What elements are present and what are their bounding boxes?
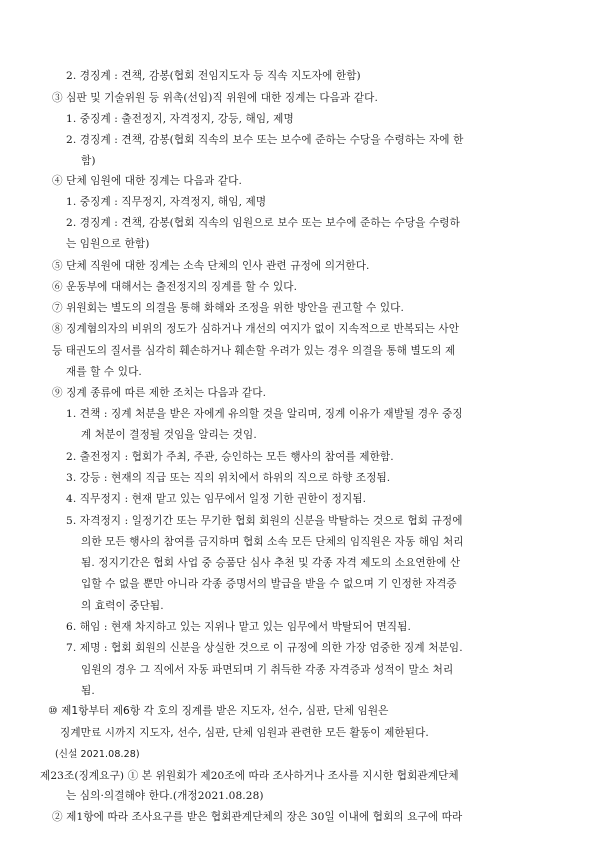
text-line: 6. 해임 : 현재 차지하고 있는 지위나 맡고 있는 임무에서 박탈되어 면직됨. (66, 621, 411, 633)
text-line: 의 효력이 중단됨. (81, 600, 164, 612)
text-line: 등 태권도의 질서를 심각히 훼손하거나 훼손할 우려가 있는 경우 의결을 통해 별도의 제 (52, 345, 456, 357)
text-line: ⑨ 징계 종류에 따른 제한 조치는 다음과 같다. (52, 387, 267, 399)
text-line: 입할 수 없을 뿐만 아니라 각종 증명서의 발급을 받을 수 없으며 기 인정한 자격증 (81, 578, 457, 590)
article-title-line: 제23조(징계요구) ① 본 위원회가 제20조에 따라 조사하거나 조사를 지시한 협회관계단체 (40, 770, 459, 782)
text-line: 7. 제명 : 협회 회원의 신분을 상실한 것으로 이 규정에 의한 가장 엄중한 징계 처분임. (66, 642, 463, 654)
text-line: 함) (81, 155, 96, 167)
text-line: 1. 중징계 : 직무정지, 자격정지, 해임, 제명 (66, 196, 267, 208)
text-line: ② 제1항에 따라 조사요구를 받은 협회관계단체의 장은 30일 이내에 협회의 요구에 따라 (52, 811, 463, 823)
text-line: ⑥ 운동부에 대해서는 출전정지의 징계를 할 수 있다. (52, 281, 298, 293)
text-line: ⑤ 단체 직원에 대한 징계는 소속 단체의 인사 관련 규정에 의거한다. (52, 260, 370, 272)
text-line: 1. 중징계 : 출전정지, 자격정지, 강등, 해임, 제명 (66, 113, 294, 125)
text-line: 의한 모든 행사의 참여를 금지하며 협회 소속 모든 단체의 임직원은 자동 해임 처리 (81, 536, 464, 548)
text-line: 4. 직무정지 : 현재 맡고 있는 임무에서 일정 기한 권한이 정지됨. (66, 493, 367, 505)
text-line: 2. 경징계 : 견책, 감봉(협회 직속의 보수 또는 보수에 준하는 수당을 수령하는 자에 한 (66, 134, 464, 146)
text-line: 3. 강등 : 현재의 직급 또는 직의 위치에서 하위의 직으로 하향 조정됨. (66, 472, 391, 484)
text-line: 임원의 경우 그 직에서 자동 파면되며 기 취득한 각종 자격증과 성적이 말소 처리 (81, 664, 454, 676)
text-line: ④ 단체 임원에 대한 징계는 다음과 같다. (52, 175, 242, 187)
text-line: 됨. 정지기간은 협회 사업 중 승품단 심사 추천 및 각종 자격 제도의 소요연한에 산 (81, 557, 461, 569)
text-line: 는 심의·의결해야 한다.(개정2021.08.28) (66, 790, 264, 802)
text-line: 1. 견책 : 징계 처분을 받은 자에게 유의할 것을 알리며, 징계 이유가 재발될 경우 중징 (66, 408, 463, 420)
text-line: ⑩ 제1항부터 제6항 각 호의 징계를 받은 지도자, 선수, 심판, 단체 임원은 (48, 705, 389, 717)
text-line: 재를 할 수 있다. (66, 366, 142, 378)
text-line: 됨. (81, 685, 95, 697)
text-line: 2. 출전정지 : 협회가 주최, 주관, 승인하는 모든 행사의 참여를 제한함. (66, 451, 394, 463)
text-line: ⑦ 위원회는 별도의 의결을 통해 화해와 조정을 위한 방안을 권고할 수 있다. (52, 302, 404, 314)
text-line: 2. 경징계 : 견책, 감봉(협회 직속의 임원으로 보수 또는 보수에 준하는 수당을 수령하 (66, 217, 460, 229)
text-line: 5. 자격정지 : 일정기간 또는 무기한 협회 회원의 신분을 박탈하는 것으로 협회 규정에 (66, 515, 463, 527)
text-line: ⑧ 징계혐의자의 비위의 정도가 심하거나 개선의 여지가 없이 지속적으로 반복되는 사안 (52, 323, 460, 335)
text-line: 2. 경징계 : 견책, 감봉(협회 전임지도자 등 직속 지도자에 한함) (66, 70, 361, 82)
text-line: (신설 2021.08.28) (55, 749, 140, 760)
text-line: 는 임원으로 한함) (66, 238, 150, 250)
text-line: 계 처분이 결정될 것임을 알리는 것임. (81, 429, 257, 441)
text-line: ③ 심판 및 기술위원 등 위촉(선임)직 위원에 대한 징계는 다음과 같다. (52, 92, 378, 104)
text-line: 징계만료 시까지 지도자, 선수, 심판, 단체 임원과 관련한 모든 활동이 제한된다. (60, 727, 429, 739)
